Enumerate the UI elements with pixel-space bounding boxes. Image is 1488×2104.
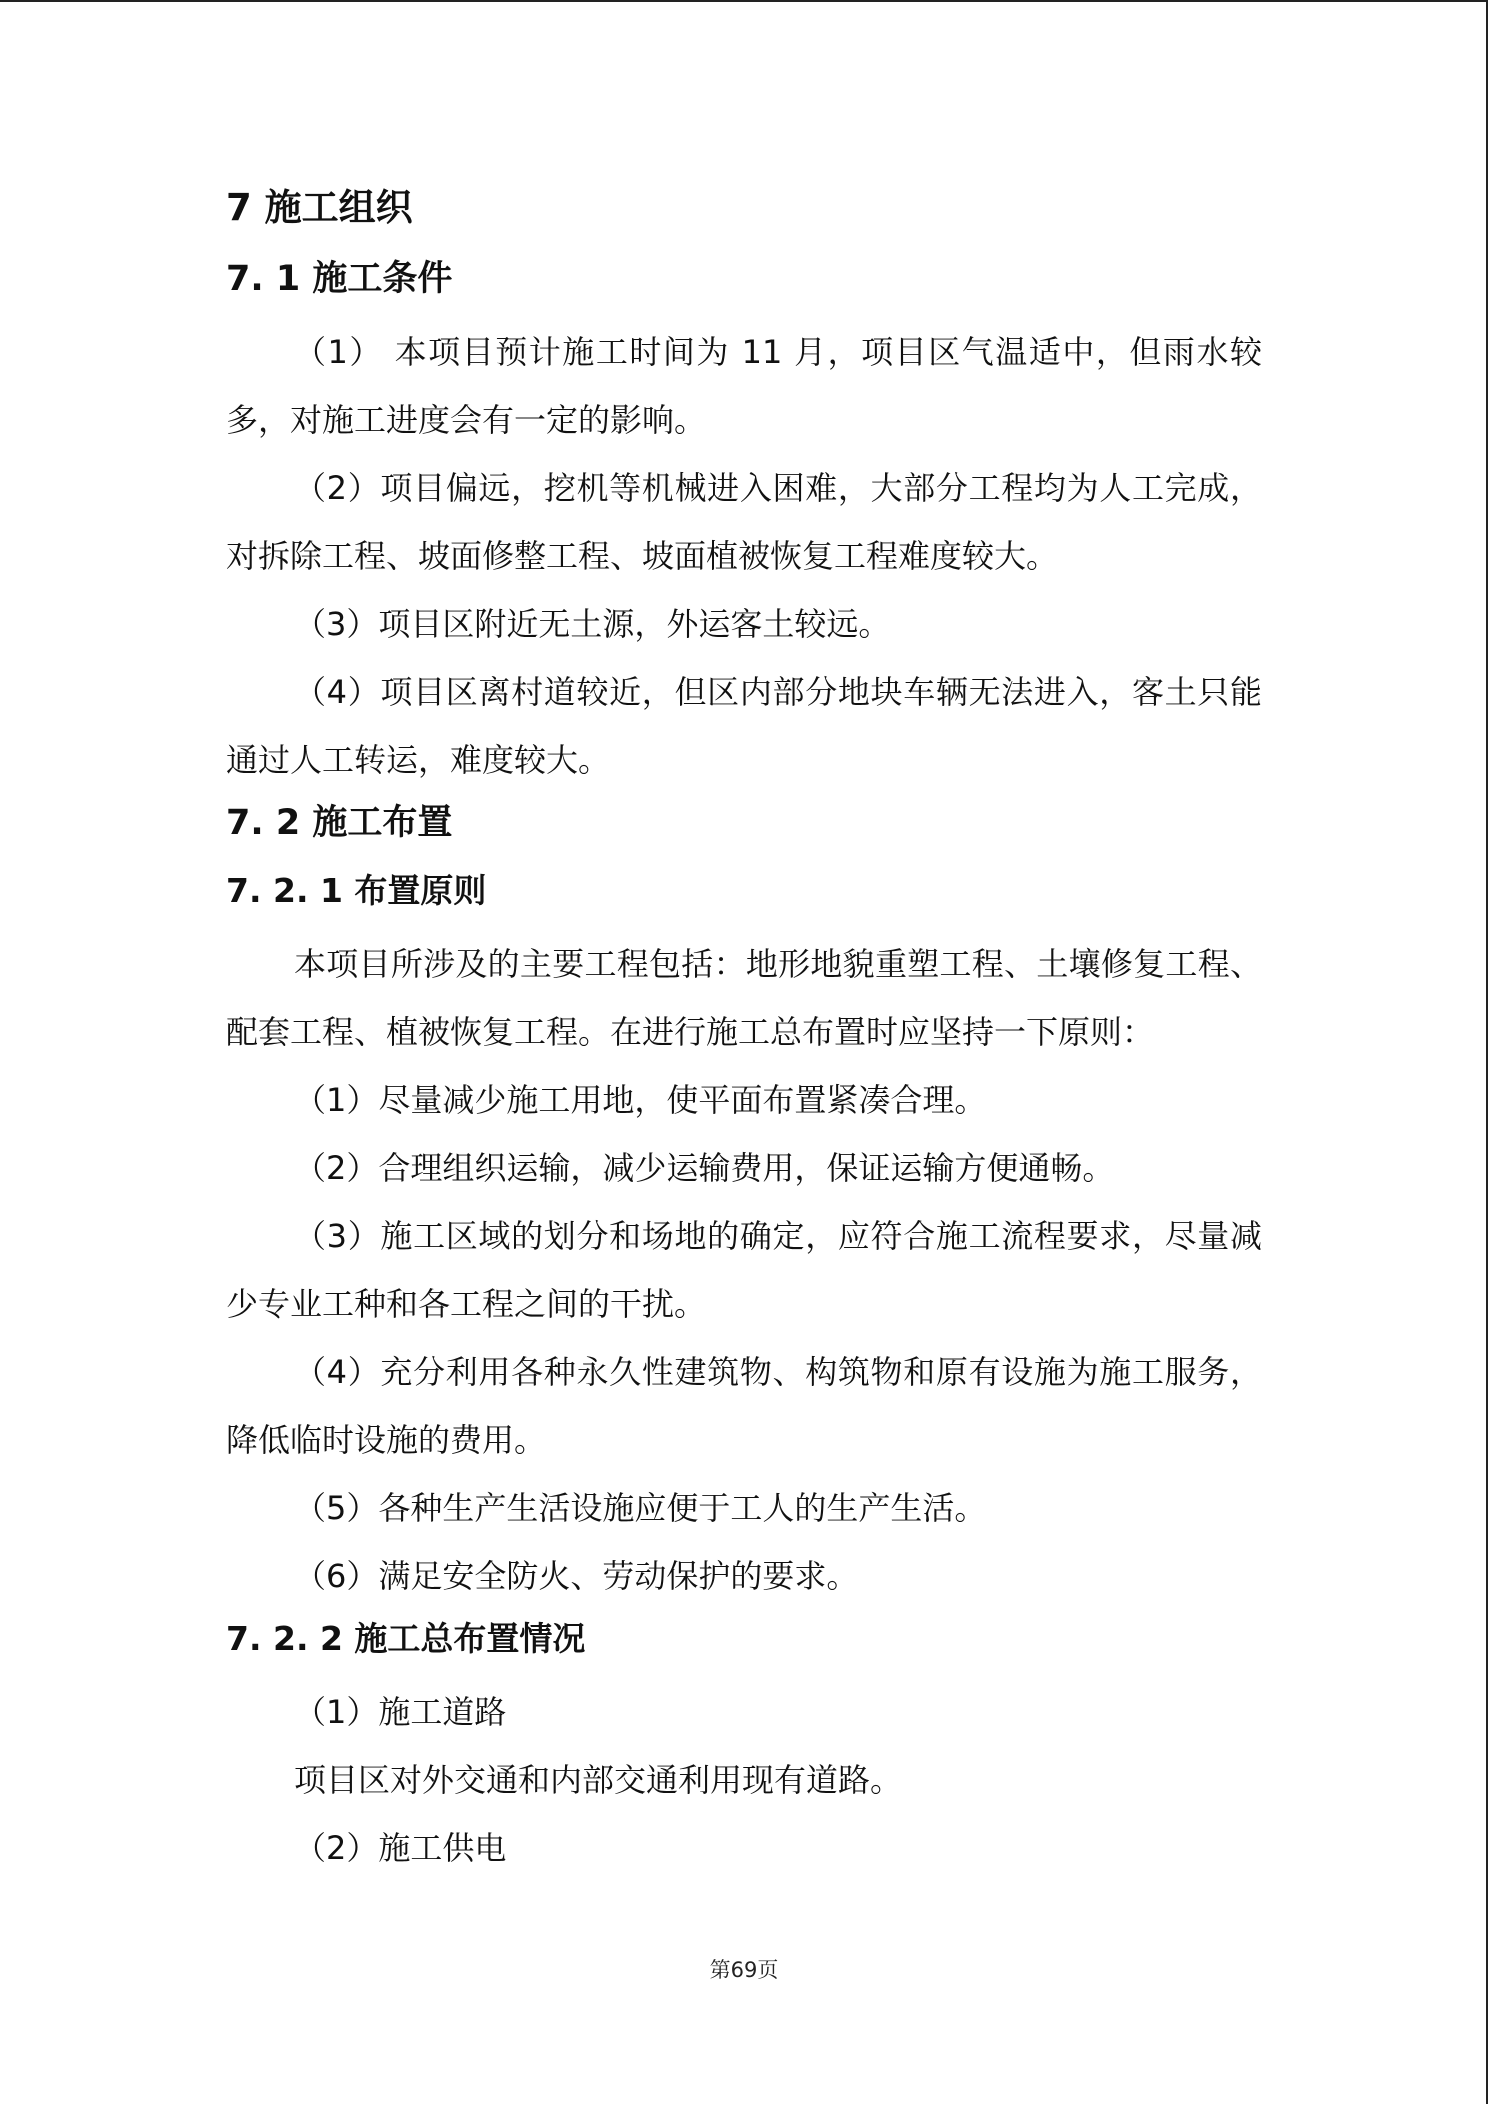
paragraph: （2）合理组织运输，减少运输费用，保证运输方便通畅。: [294, 1149, 1115, 1187]
paragraph: （3）项目区附近无土源，外运客土较远。: [294, 605, 891, 643]
paragraph: （4）充分利用各种永久性建筑物、构筑物和原有设施为施工服务，降低临时设施的费用。: [226, 1353, 1262, 1459]
section-heading-7-1: 7. 1 施工条件: [226, 259, 453, 299]
page-number: 第69页: [709, 1958, 779, 1982]
paragraph: （3）施工区域的划分和场地的确定，应符合施工流程要求，尽量减少专业工种和各工程之间的干扰。: [226, 1217, 1262, 1323]
document-page: [226, 178, 1262, 1882]
subsection-heading-7-2-1: 7. 2. 1 布置原则: [226, 871, 487, 910]
page-top-border: [0, 0, 1488, 2]
chapter-heading: 7 施工组织: [226, 186, 413, 229]
paragraph: 本项目所涉及的主要工程包括：地形地貌重塑工程、土壤修复工程、配套工程、植被恢复工程。在进行施工总布置时应坚持一下原则：: [226, 945, 1262, 1051]
paragraph: 项目区对外交通和内部交通利用现有道路。: [294, 1761, 903, 1799]
paragraph: （6）满足安全防火、劳动保护的要求。: [294, 1557, 859, 1595]
paragraph: （2）施工供电: [294, 1829, 507, 1867]
paragraph: （1）尽量减少施工用地，使平面布置紧凑合理。: [294, 1081, 987, 1119]
subsection-heading-7-2-2: 7. 2. 2 施工总布置情况: [226, 1619, 586, 1658]
section-heading-7-2: 7. 2 施工布置: [226, 803, 453, 843]
paragraph: （1）施工道路: [294, 1693, 507, 1731]
paragraph: （1） 本项目预计施工时间为 11 月，项目区气温适中，但雨水较多，对施工进度会有一定的影响。: [226, 333, 1262, 439]
paragraph: （2）项目偏远，挖机等机械进入困难，大部分工程均为人工完成，对拆除工程、坡面修整工程、坡面植被恢复工程难度较大。: [226, 469, 1262, 575]
paragraph: （4）项目区离村道较近，但区内部分地块车辆无法进入，客土只能通过人工转运，难度较大。: [226, 673, 1262, 779]
paragraph: （5）各种生产生活设施应便于工人的生产生活。: [294, 1489, 987, 1527]
